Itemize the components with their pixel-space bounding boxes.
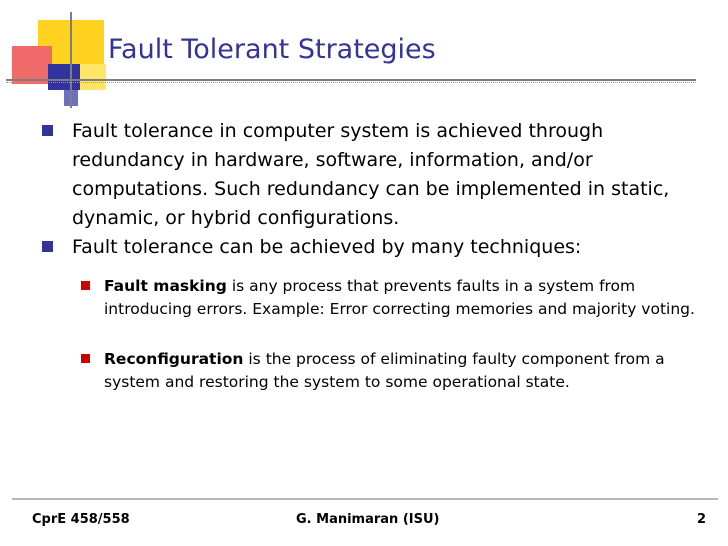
square-bullet-icon (42, 125, 53, 136)
logo-vertical-rule (70, 12, 72, 108)
logo-yellow-small-square (80, 64, 106, 90)
sub-bullet-text (104, 348, 708, 394)
title-dotted-underline (6, 82, 696, 83)
bullet-text: Fault tolerance can be achieved by many techniques: (72, 236, 582, 258)
page-number: 2 (697, 512, 707, 527)
footer-course: CprE 458/558 (32, 512, 130, 527)
sub-bullet-term: Fault masking (104, 277, 227, 295)
sub-bullet-term: Reconfiguration (104, 350, 244, 368)
title-underline (6, 79, 696, 81)
sub-bullet-text (104, 275, 708, 321)
bullet-text: Fault tolerance in computer system is achieved through redundancy in hardware, software, information, and/or computations. Such redundancy can be implemented in static, dynamic, or hybrid configurations. (72, 120, 670, 229)
square-bullet-icon (42, 241, 53, 252)
footer-author: G. Manimaran (ISU) (296, 512, 440, 527)
logo-blue-square (48, 64, 80, 90)
sub-bullet-description: is any process that prevents faults in a system from introducing errors. Example: Error correcting memories and majority voting. (104, 277, 695, 318)
square-sub-bullet-icon (81, 354, 90, 363)
sub-bullet-description: is the process of eliminating faulty component from a system and restoring the system to some operational state. (104, 350, 665, 391)
footer-divider (12, 498, 718, 500)
slide-title: Fault Tolerant Strategies (108, 34, 436, 65)
square-sub-bullet-icon (81, 281, 90, 290)
